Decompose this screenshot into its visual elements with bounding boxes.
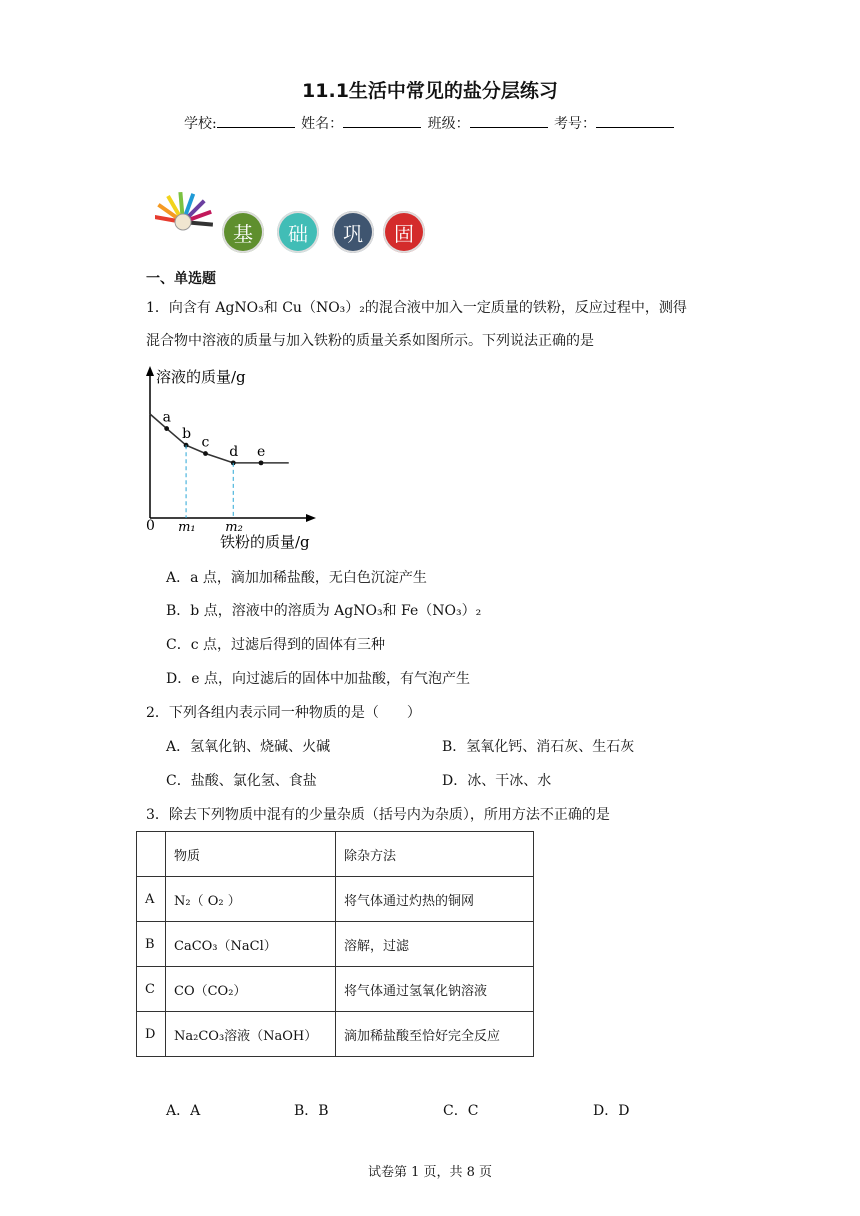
- table-row: [137, 1012, 534, 1057]
- y-axis-arrow-icon: [146, 366, 154, 376]
- x-tick-label-2: m₂: [225, 520, 243, 535]
- table-row: [137, 967, 534, 1012]
- page-title: 11.1生活中常见的盐分层练习: [302, 80, 558, 102]
- table-row: [137, 922, 534, 967]
- q1-option-b[interactable]: B．b 点，溶液中的溶质为 AgNO₃和 Fe（NO₃）₂: [166, 603, 482, 619]
- q1-chart: [140, 360, 340, 564]
- table-cell: CO（CO₂）: [166, 967, 336, 1012]
- x-axis-arrow-icon: [306, 514, 316, 522]
- q3-option-b[interactable]: B．B: [294, 1103, 329, 1119]
- table-cell: C: [137, 967, 166, 1012]
- table-cell: 溶解，过滤: [336, 922, 534, 967]
- name-label: 姓名：: [301, 116, 344, 132]
- y-axis-label: 溶液的质量/g: [156, 368, 246, 386]
- banner-badge-4: 固: [383, 211, 425, 253]
- q2-stem: 2．下列各组内表示同一种物质的是（ ）: [146, 705, 421, 721]
- student-info-line: [0, 113, 860, 133]
- table-header-row: [137, 832, 534, 877]
- point-label-d: d: [229, 443, 239, 460]
- point-label-e: e: [257, 443, 266, 460]
- table-cell: 将气体通过氢氧化钠溶液: [336, 967, 534, 1012]
- q3-option-c[interactable]: C．C: [443, 1103, 479, 1119]
- x-axis-label: 铁粉的质量/g: [220, 533, 310, 551]
- name-blank[interactable]: [343, 113, 421, 128]
- point-label-c: c: [201, 434, 210, 451]
- data-point-e: [259, 460, 264, 465]
- q1-stem-line1: 1．向含有 AgNO₃和 Cu（NO₃）₂的混合液中加入一定质量的铁粉，反应过程中，测得: [146, 300, 687, 316]
- q1-option-c[interactable]: C．c 点，过滤后得到的固体有三种: [166, 637, 386, 653]
- x-tick-label-1: m₁: [178, 520, 196, 535]
- q3-option-a[interactable]: A．A: [166, 1103, 201, 1119]
- q1-stem-line2: 混合物中溶液的质量与加入铁粉的质量关系如图所示。下列说法正确的是: [146, 333, 594, 349]
- q1-option-d[interactable]: D．e 点，向过滤后的固体中加盐酸，有气泡产生: [166, 671, 470, 687]
- data-point-c: [203, 451, 208, 456]
- q1-option-a[interactable]: A．a 点，滴加加稀盐酸，无白色沉淀产生: [166, 570, 427, 586]
- chart-svg: [140, 360, 340, 560]
- table-row: [137, 877, 534, 922]
- school-blank[interactable]: [217, 113, 295, 128]
- table-cell: D: [137, 1012, 166, 1057]
- point-label-b: b: [182, 426, 192, 443]
- exam-number-blank[interactable]: [596, 113, 674, 128]
- table-header-cell: [137, 832, 166, 877]
- class-blank[interactable]: [470, 113, 548, 128]
- q2-option-d[interactable]: D．冰、干冰、水: [442, 773, 552, 789]
- school-label: 学校:: [183, 116, 217, 132]
- q3-option-d[interactable]: D．D: [593, 1103, 630, 1119]
- class-label: 班级：: [427, 116, 470, 132]
- table-header-cell: 除杂方法: [336, 832, 534, 877]
- q2-option-c[interactable]: C．盐酸、氯化氢、食盐: [166, 773, 317, 789]
- table-cell: Na₂CO₃溶液（NaOH）: [166, 1012, 336, 1057]
- origin-label: 0: [146, 518, 155, 534]
- table-cell: B: [137, 922, 166, 967]
- section-title: 一、单选题: [146, 271, 216, 287]
- banner-badge-2: 础: [277, 211, 319, 253]
- q2-option-a[interactable]: A．氢氧化钠、烧碱、火碱: [166, 739, 331, 755]
- page-footer: 试卷第 1 页，共 8 页: [367, 1165, 493, 1180]
- table-cell: CaCO₃（NaCl）: [166, 922, 336, 967]
- banner-badge-1: 基: [222, 211, 264, 253]
- table-cell: 滴加稀盐酸至恰好完全反应: [336, 1012, 534, 1057]
- data-point-a: [164, 426, 169, 431]
- table-cell: N₂（ O₂ ）: [166, 877, 336, 922]
- table-cell: 将气体通过灼热的铜网: [336, 877, 534, 922]
- pencil-fan-icon: [155, 186, 219, 254]
- table-header-cell: 物质: [166, 832, 336, 877]
- q2-option-b[interactable]: B．氢氧化钙、消石灰、生石灰: [442, 739, 635, 755]
- q3-table: [136, 831, 534, 1057]
- q3-stem: 3．除去下列物质中混有的少量杂质（括号内为杂质），所用方法不正确的是: [146, 807, 610, 823]
- exam-number-label: 考号：: [554, 116, 597, 132]
- point-label-a: a: [162, 409, 172, 426]
- banner-badge-3: 巩: [332, 211, 374, 253]
- table-cell: A: [137, 877, 166, 922]
